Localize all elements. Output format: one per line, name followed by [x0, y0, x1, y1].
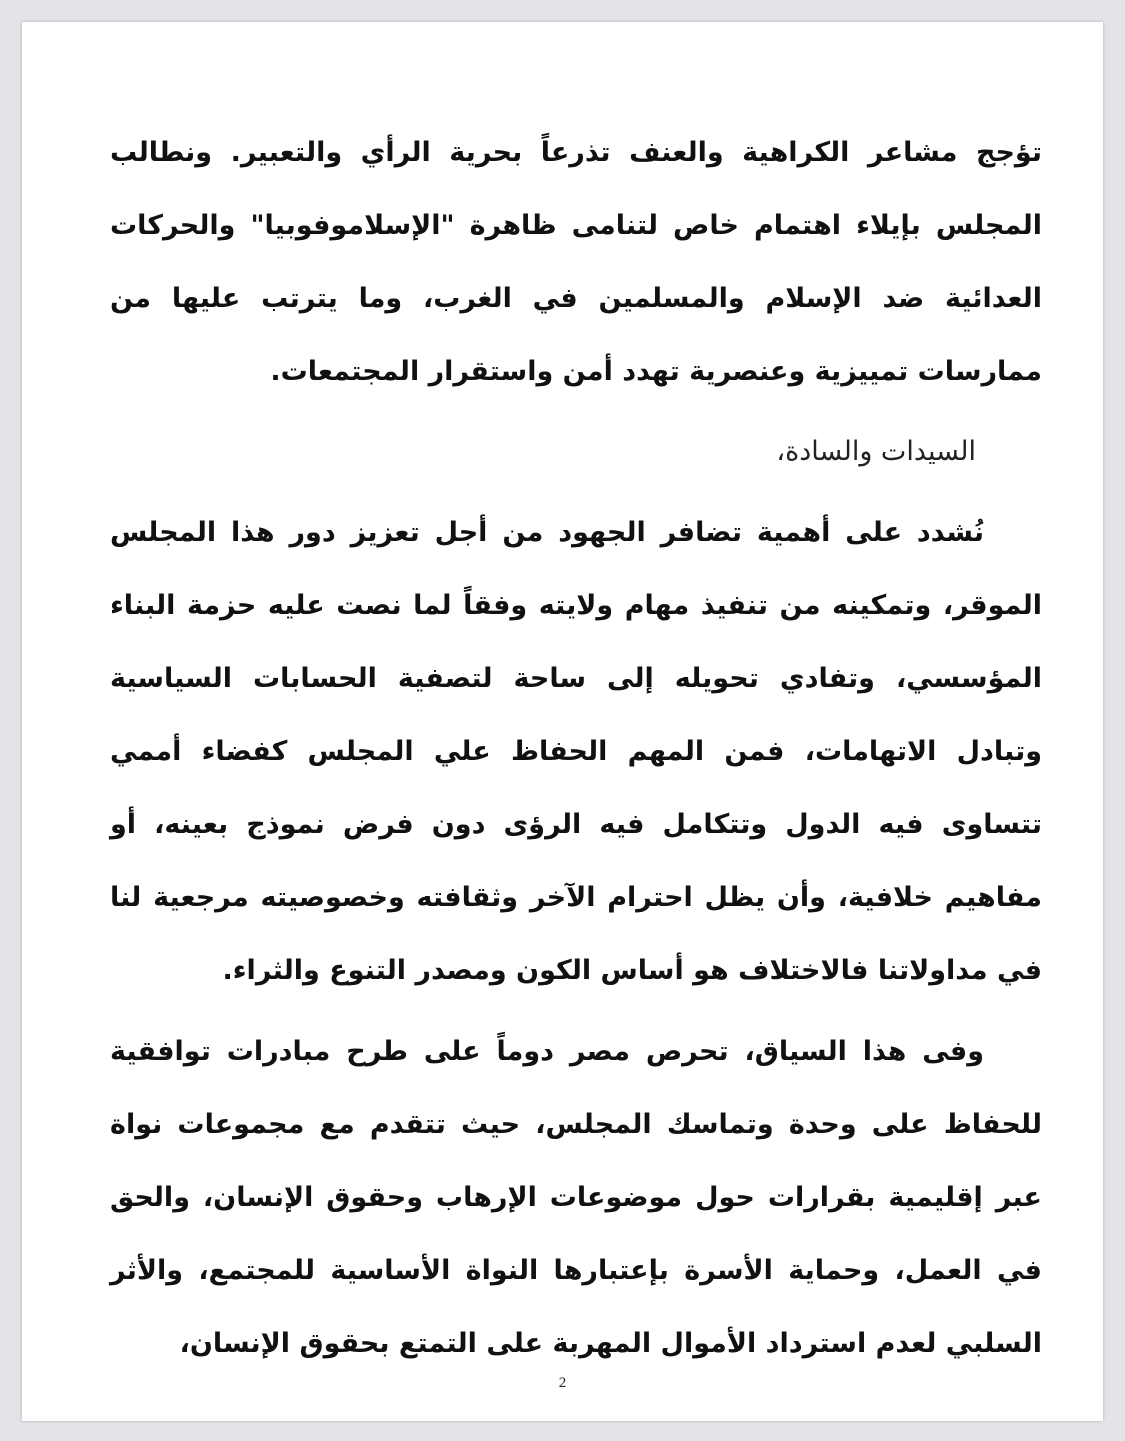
paragraph-islamophobia: تؤجج مشاعر الكراهية والعنف تذرعاً بحرية الرأي والتعبير. ونطالب المجلس بإيلاء اهتمام خاص لتنامى ظاهرة "الإسلاموفوبيا" والحركات العدائية ضد الإسلام والمسلمين في الغرب، وما يترتب عليها من ممارسات تمييزية وعنصرية تهدد أمن واستقرار المجتمعات.	[110, 137, 1042, 387]
paragraph-council-role: نُشدد على أهمية تضافر الجهود من أجل تعزيز دور هذا المجلس الموقر، وتمكينه من تنفيذ مهام ولايته وفقاً لما نصت عليه حزمة البناء المؤسسي، وتفادي تحويله إلى ساحة لتصفية الحسابات السياسية وتبادل الاتهامات، فمن المهم الحفاظ علي المجلس كفضاء أممي تتساوى فيه الدول وتتكامل فيه الرؤى دون فرض نموذج بعينه، أو مفاهيم خلافية، وأن يظل احترام الآخر وثقافته وخصوصيته مرجعية لنا في مداولاتنا فالاختلاف هو أساس الكون ومصدر التنوع والثراء.	[110, 517, 1042, 986]
paragraph-egypt-initiatives: وفى هذا السياق، تحرص مصر دوماً على طرح مبادرات توافقية للحفاظ على وحدة وتماسك المجلس، حيث تتقدم مع مجموعات نواة عبر إقليمية بقرارات حول موضوعات الإرهاب وحقوق الإنسان، والحق في العمل، وحماية الأسرة بإعتبارها النواة الأساسية للمجتمع، والأثر السلبي لعدم استرداد الأموال المهربة على التمتع بحقوق الإنسان،	[110, 1036, 1042, 1359]
salutation-ladies-gentlemen: السيدات والسادة،	[776, 436, 976, 467]
page-number: 2	[558, 1375, 567, 1391]
document-body	[110, 116, 1042, 1380]
document-page	[22, 22, 1103, 1421]
